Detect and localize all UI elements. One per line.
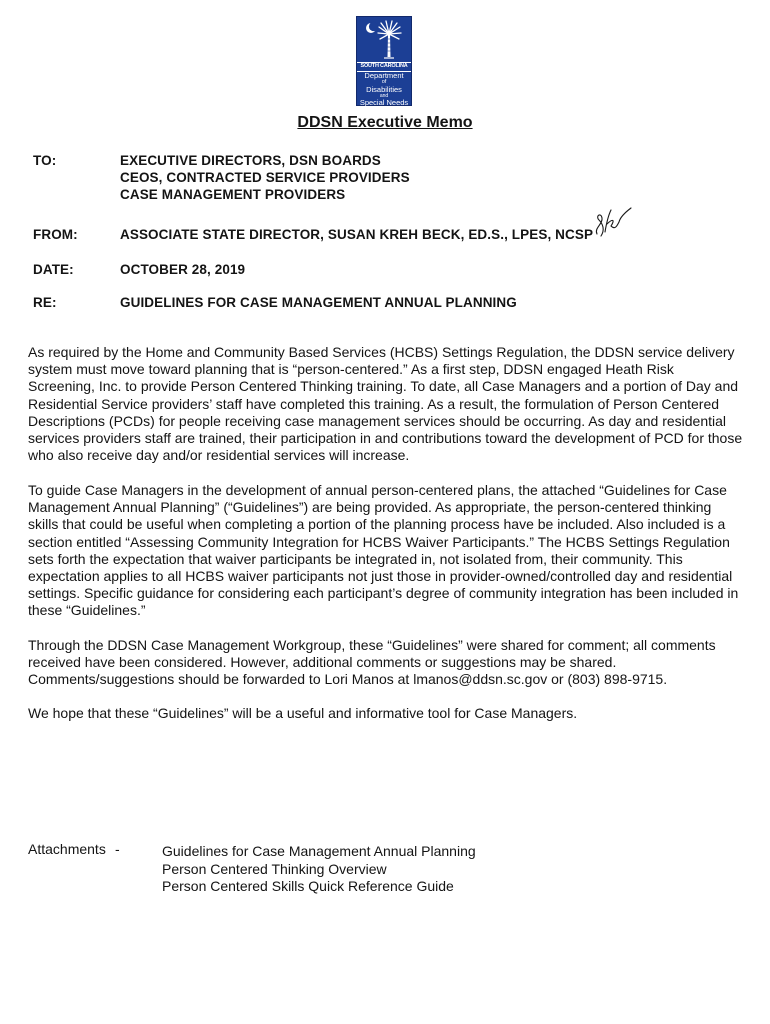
date-value: OCTOBER 28, 2019 [120,262,246,277]
ddsn-logo [356,16,412,106]
attachments-dash: - [115,841,120,857]
body-paragraph: To guide Case Managers in the development of annual person-centered plans, the attached “Guidelines for Case Management Annual Planning” (“Guidelines”) are being provided. As appropriate, the person-centered thinking skills that could be useful when completing a portion of the planning process have be included. Also included is a section entitled “Assessing Community Integration for HCBS Waiver Participants.” The HCBS Settings Regulation sets forth the expectation that waiver participants be integrated in, not isolated from, their community. This expectation applies to all HCBS waiver participants not just those in provider-owned/controlled day and residential settings. Specific guidance for considering each participant’s degree of community integration has been included in these “Guidelines.” [28,482,739,619]
from-label: FROM: [33,227,78,242]
memo-title: DDSN Executive Memo [297,114,473,131]
body-paragraph: Through the DDSN Case Management Workgroup, these “Guidelines” were shared for comment; all comments received have been considered. However, additional comments or suggestions may be shared. Comments/suggestions should be forwarded to Lori Manos at lmanos@ddsn.sc.gov or (803) 898-9715. [28,637,716,688]
attachment-item: Person Centered Skills Quick Reference Guide [162,878,454,894]
to-recipients [120,152,410,203]
body-paragraph: We hope that these “Guidelines” will be a useful and informative tool for Case Managers. [28,705,578,721]
logo-text-disabilities: Disabilities [366,85,402,94]
logo-text-state: SOUTH CAROLINA [357,62,411,72]
logo-text-department: Department [364,71,404,80]
re-value: GUIDELINES FOR CASE MANAGEMENT ANNUAL PLANNING [120,295,517,310]
palmetto-icon [357,17,411,63]
to-line: CASE MANAGEMENT PROVIDERS [120,187,346,202]
attachment-item: Person Centered Thinking Overview [162,860,387,877]
attachments-list [162,843,476,896]
to-line: CEOS, CONTRACTED SERVICE PROVIDERS [120,170,410,185]
from-value: ASSOCIATE STATE DIRECTOR, SUSAN KREH BECK, ED.S., LPES, NCSP [120,227,594,242]
logo-text-special-needs: Special Needs [359,98,409,107]
logo-text-of: of [381,79,387,85]
to-line: EXECUTIVE DIRECTORS, DSN BOARDS [120,153,381,168]
attachment-item: Guidelines for Case Management Annual Planning [162,843,476,859]
date-label: DATE: [33,262,74,277]
logo-text-and: and [379,93,389,99]
re-label: RE: [33,295,57,310]
signature-initials [593,206,633,242]
to-label: TO: [33,153,57,168]
attachments-label: Attachments [28,841,106,857]
body-paragraph: As required by the Home and Community Based Services (HCBS) Settings Regulation, the DDSN service delivery system must move toward planning that is “person-centered.” As a first step, DDSN engaged Heath Risk Screening, Inc. to provide Person Centered Thinking training. To date, all Case Managers and a portion of Day and Residential Service providers’ staff have completed this training. As a result, the formulation of Person Centered Descriptions (PCDs) for people receiving case management services should be occurring. As day and residential services providers staff are trained, their participation in and contributions toward the development of PCD for those who also receive day and/or residential services will increase. [28,344,743,464]
